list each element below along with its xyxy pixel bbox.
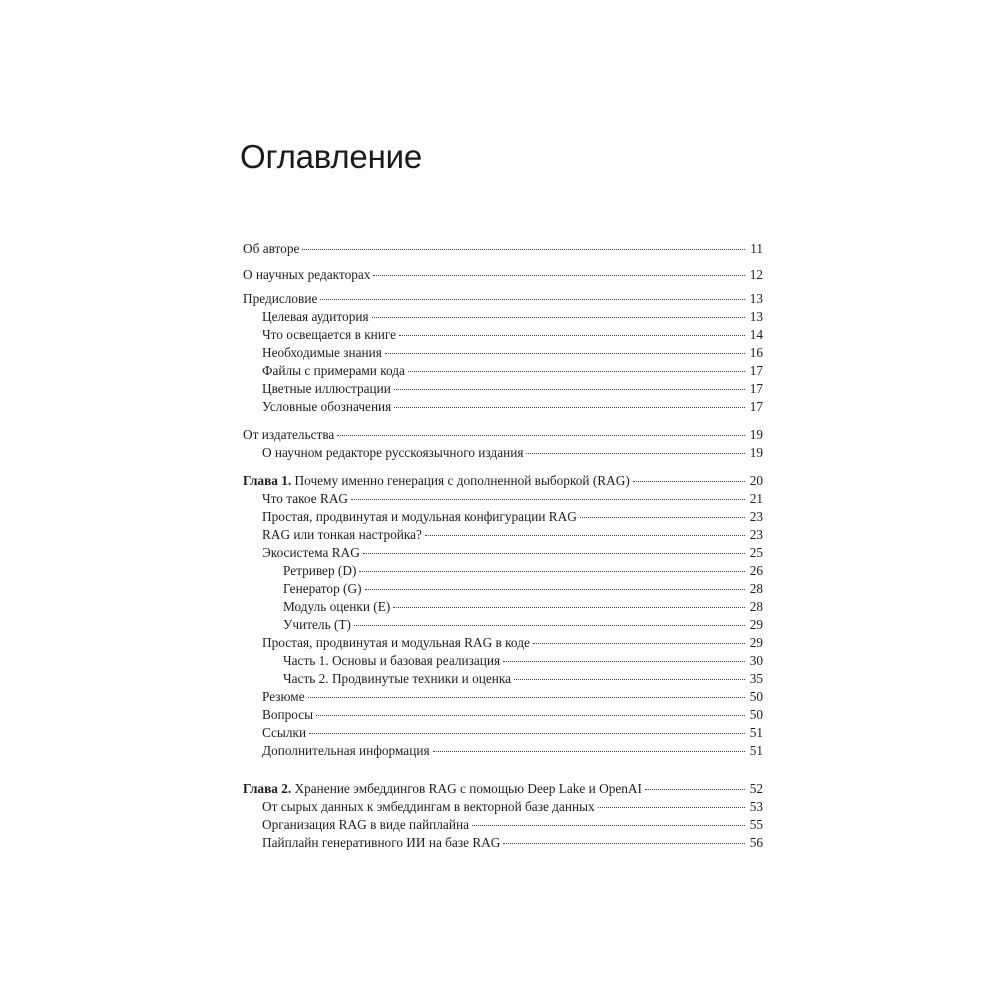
dot-leader	[372, 317, 745, 318]
toc-entry-text: Генератор (G)	[283, 581, 362, 596]
toc-entry-text: О научном редакторе русскоязычного издания	[262, 445, 524, 460]
dot-leader	[337, 435, 745, 436]
toc-entry-text: RAG или тонкая настройка?	[262, 527, 422, 542]
dot-leader	[645, 789, 745, 790]
dot-leader	[309, 733, 745, 734]
dot-leader	[526, 453, 745, 454]
toc-entry-title	[262, 398, 392, 416]
toc-entry	[262, 688, 763, 706]
toc-page-number: 11	[750, 241, 763, 256]
toc-entry-title	[262, 706, 314, 724]
toc-entry	[262, 508, 763, 526]
dot-leader	[408, 371, 745, 372]
toc-page-number: 28	[749, 581, 763, 596]
toc-entry-text: От сырых данных к эмбеддингам в векторной базе данных	[262, 799, 595, 814]
dot-leader	[359, 571, 745, 572]
toc-page-number: 53	[749, 799, 763, 814]
toc-entry-title	[243, 426, 335, 444]
toc-entry-text: Часть 1. Основы и базовая реализация	[283, 653, 501, 668]
toc-page-number: 19	[749, 427, 763, 442]
toc-entry	[262, 380, 763, 398]
toc-page-number: 17	[749, 399, 763, 414]
dot-leader	[633, 481, 745, 482]
toc-entry	[262, 634, 763, 652]
toc-entry	[262, 544, 763, 562]
toc-page-number: 23	[749, 527, 763, 542]
toc-entry-title	[262, 834, 501, 852]
toc-entry-text: Организация RAG в виде пайплайна	[262, 817, 469, 832]
toc-page-number: 29	[749, 617, 763, 632]
toc-page-number: 51	[749, 743, 763, 758]
toc-entry	[262, 308, 763, 326]
toc-entry	[243, 266, 763, 284]
toc-entry-text: Условные обозначения	[262, 399, 392, 414]
toc-page-number: 17	[749, 363, 763, 378]
dot-leader	[580, 517, 745, 518]
dot-leader	[365, 589, 745, 590]
dot-leader	[503, 843, 745, 844]
toc-page-number: 20	[749, 473, 763, 488]
toc-entry-text: Резюме	[262, 689, 305, 704]
toc-entry-text: Целевая аудитория	[262, 309, 369, 324]
toc-entry-title	[262, 798, 596, 816]
dot-leader	[316, 715, 745, 716]
toc-page-number: 12	[749, 267, 763, 282]
toc-entry	[262, 490, 763, 508]
toc-entry-text: Модуль оценки (E)	[283, 599, 391, 614]
toc-entry	[283, 598, 763, 616]
toc-entry-title	[243, 780, 643, 798]
toc-entry-text: Что такое RAG	[262, 491, 349, 506]
dot-leader	[308, 697, 745, 698]
toc-entry-text: Цветные иллюстрации	[262, 381, 391, 396]
toc-entry-text: Предисловие	[243, 291, 318, 306]
toc-page-number: 28	[749, 599, 763, 614]
dot-leader	[394, 389, 745, 390]
toc-page-number: 56	[749, 835, 763, 850]
toc-entry	[262, 526, 763, 544]
toc-entry	[283, 652, 763, 670]
toc-page-number: 23	[749, 509, 763, 524]
dot-leader	[472, 825, 745, 826]
toc-page-number: 55	[749, 817, 763, 832]
toc-page-number: 50	[749, 707, 763, 722]
toc-entry	[243, 240, 763, 258]
toc-entry-text: От издательства	[243, 427, 335, 442]
toc-entry	[262, 742, 763, 760]
toc-page-number: 14	[749, 327, 763, 342]
toc-page-number: 19	[749, 445, 763, 460]
chapter-label: Глава 1.	[243, 473, 292, 488]
dot-leader	[354, 625, 745, 626]
toc-entry	[262, 706, 763, 724]
toc-entry-title	[243, 472, 631, 490]
toc-entry-text: Необходимые знания	[262, 345, 382, 360]
toc-entry	[262, 798, 763, 816]
toc-page-number: 25	[749, 545, 763, 560]
toc-page-number: 16	[749, 345, 763, 360]
chapter-label: Глава 2.	[243, 781, 292, 796]
dot-leader	[503, 661, 745, 662]
toc-entry	[243, 780, 763, 798]
toc-entry-text: О научных редакторах	[243, 267, 371, 282]
toc-entry-title	[283, 562, 357, 580]
toc-entry-title	[283, 616, 352, 634]
toc-entry-text: Ссылки	[262, 725, 307, 740]
dot-leader	[394, 407, 745, 408]
toc-entry	[243, 290, 763, 308]
toc-entry-text: Файлы с примерами кода	[262, 363, 405, 378]
toc-entry	[262, 326, 763, 344]
toc-entry-title	[243, 266, 371, 284]
toc-entry	[283, 616, 763, 634]
toc-entry-title	[262, 380, 392, 398]
dot-leader	[433, 751, 745, 752]
toc-entry	[262, 834, 763, 852]
toc-page-number: 35	[749, 671, 763, 686]
toc-entry-title	[262, 724, 307, 742]
page-title: Оглавление	[240, 138, 422, 175]
dot-leader	[320, 299, 745, 300]
dot-leader	[373, 275, 745, 276]
toc-entry-title	[262, 544, 361, 562]
toc-entry-title	[283, 670, 512, 688]
dot-leader	[351, 499, 745, 500]
dot-leader	[393, 607, 745, 608]
toc-entry	[243, 426, 763, 444]
dot-leader	[598, 807, 745, 808]
toc-entry-text: Экосистема RAG	[262, 545, 360, 560]
toc-entry-text: Почему именно генерация с дополненной выборкой (RAG)	[294, 473, 630, 488]
toc-entry-text: Простая, продвинутая и модульная RAG в коде	[262, 635, 530, 650]
toc-entry-text: Дополнительная информация	[262, 743, 430, 758]
toc-entry	[262, 398, 763, 416]
toc-page-number: 52	[749, 781, 763, 796]
toc-entry-title	[243, 290, 318, 308]
toc-page-number: 29	[749, 635, 763, 650]
toc-entry-title	[262, 490, 349, 508]
toc-entry-title	[262, 344, 383, 362]
toc-entry-text: Об авторе	[243, 241, 300, 256]
toc-entry-title	[283, 580, 363, 598]
toc-entry-text: Ретривер (D)	[283, 563, 357, 578]
toc-entry	[262, 344, 763, 362]
dot-leader	[425, 535, 745, 536]
toc-page-number: 50	[749, 689, 763, 704]
toc-page-number: 17	[749, 381, 763, 396]
toc-entry-text: Пайплайн генеративного ИИ на базе RAG	[262, 835, 501, 850]
toc-page-number: 51	[749, 725, 763, 740]
toc-entry-text: Учитель (T)	[283, 617, 351, 632]
toc-entry	[262, 816, 763, 834]
toc-entry	[283, 670, 763, 688]
toc-entry	[243, 472, 763, 490]
dot-leader	[514, 679, 745, 680]
toc-entry-text: Простая, продвинутая и модульная конфигурации RAG	[262, 509, 577, 524]
dot-leader	[533, 643, 745, 644]
toc-entry-title	[262, 688, 306, 706]
toc-page-number: 21	[749, 491, 763, 506]
toc-entry-text: Вопросы	[262, 707, 314, 722]
toc-entry-title	[262, 326, 397, 344]
toc-entry-text: Часть 2. Продвинутые техники и оценка	[283, 671, 512, 686]
dot-leader	[385, 353, 745, 354]
toc-entry-text: Что освещается в книге	[262, 327, 397, 342]
toc-entry	[283, 580, 763, 598]
toc-entry-title	[262, 526, 423, 544]
toc-page-number: 26	[749, 563, 763, 578]
toc-page-number: 13	[749, 291, 763, 306]
toc-entry-title	[262, 508, 578, 526]
toc-entry	[262, 724, 763, 742]
toc-entry-title	[283, 652, 501, 670]
toc-entry	[262, 444, 763, 462]
toc-entry-text: Хранение эмбеддингов RAG с помощью Deep Lake и OpenAI	[294, 781, 642, 796]
toc-entry	[262, 362, 763, 380]
toc-page-number: 30	[749, 653, 763, 668]
dot-leader	[302, 249, 745, 250]
toc-entry-title	[262, 308, 370, 326]
toc-entry-title	[283, 598, 391, 616]
toc-entry-title	[262, 634, 531, 652]
toc-entry-title	[262, 444, 524, 462]
toc-entry-title	[243, 240, 300, 258]
dot-leader	[363, 553, 745, 554]
toc-entry-title	[262, 816, 470, 834]
toc-entry-title	[262, 362, 406, 380]
toc-entry-title	[262, 742, 431, 760]
toc-entry	[283, 562, 763, 580]
dot-leader	[399, 335, 745, 336]
toc-page-number: 13	[749, 309, 763, 324]
